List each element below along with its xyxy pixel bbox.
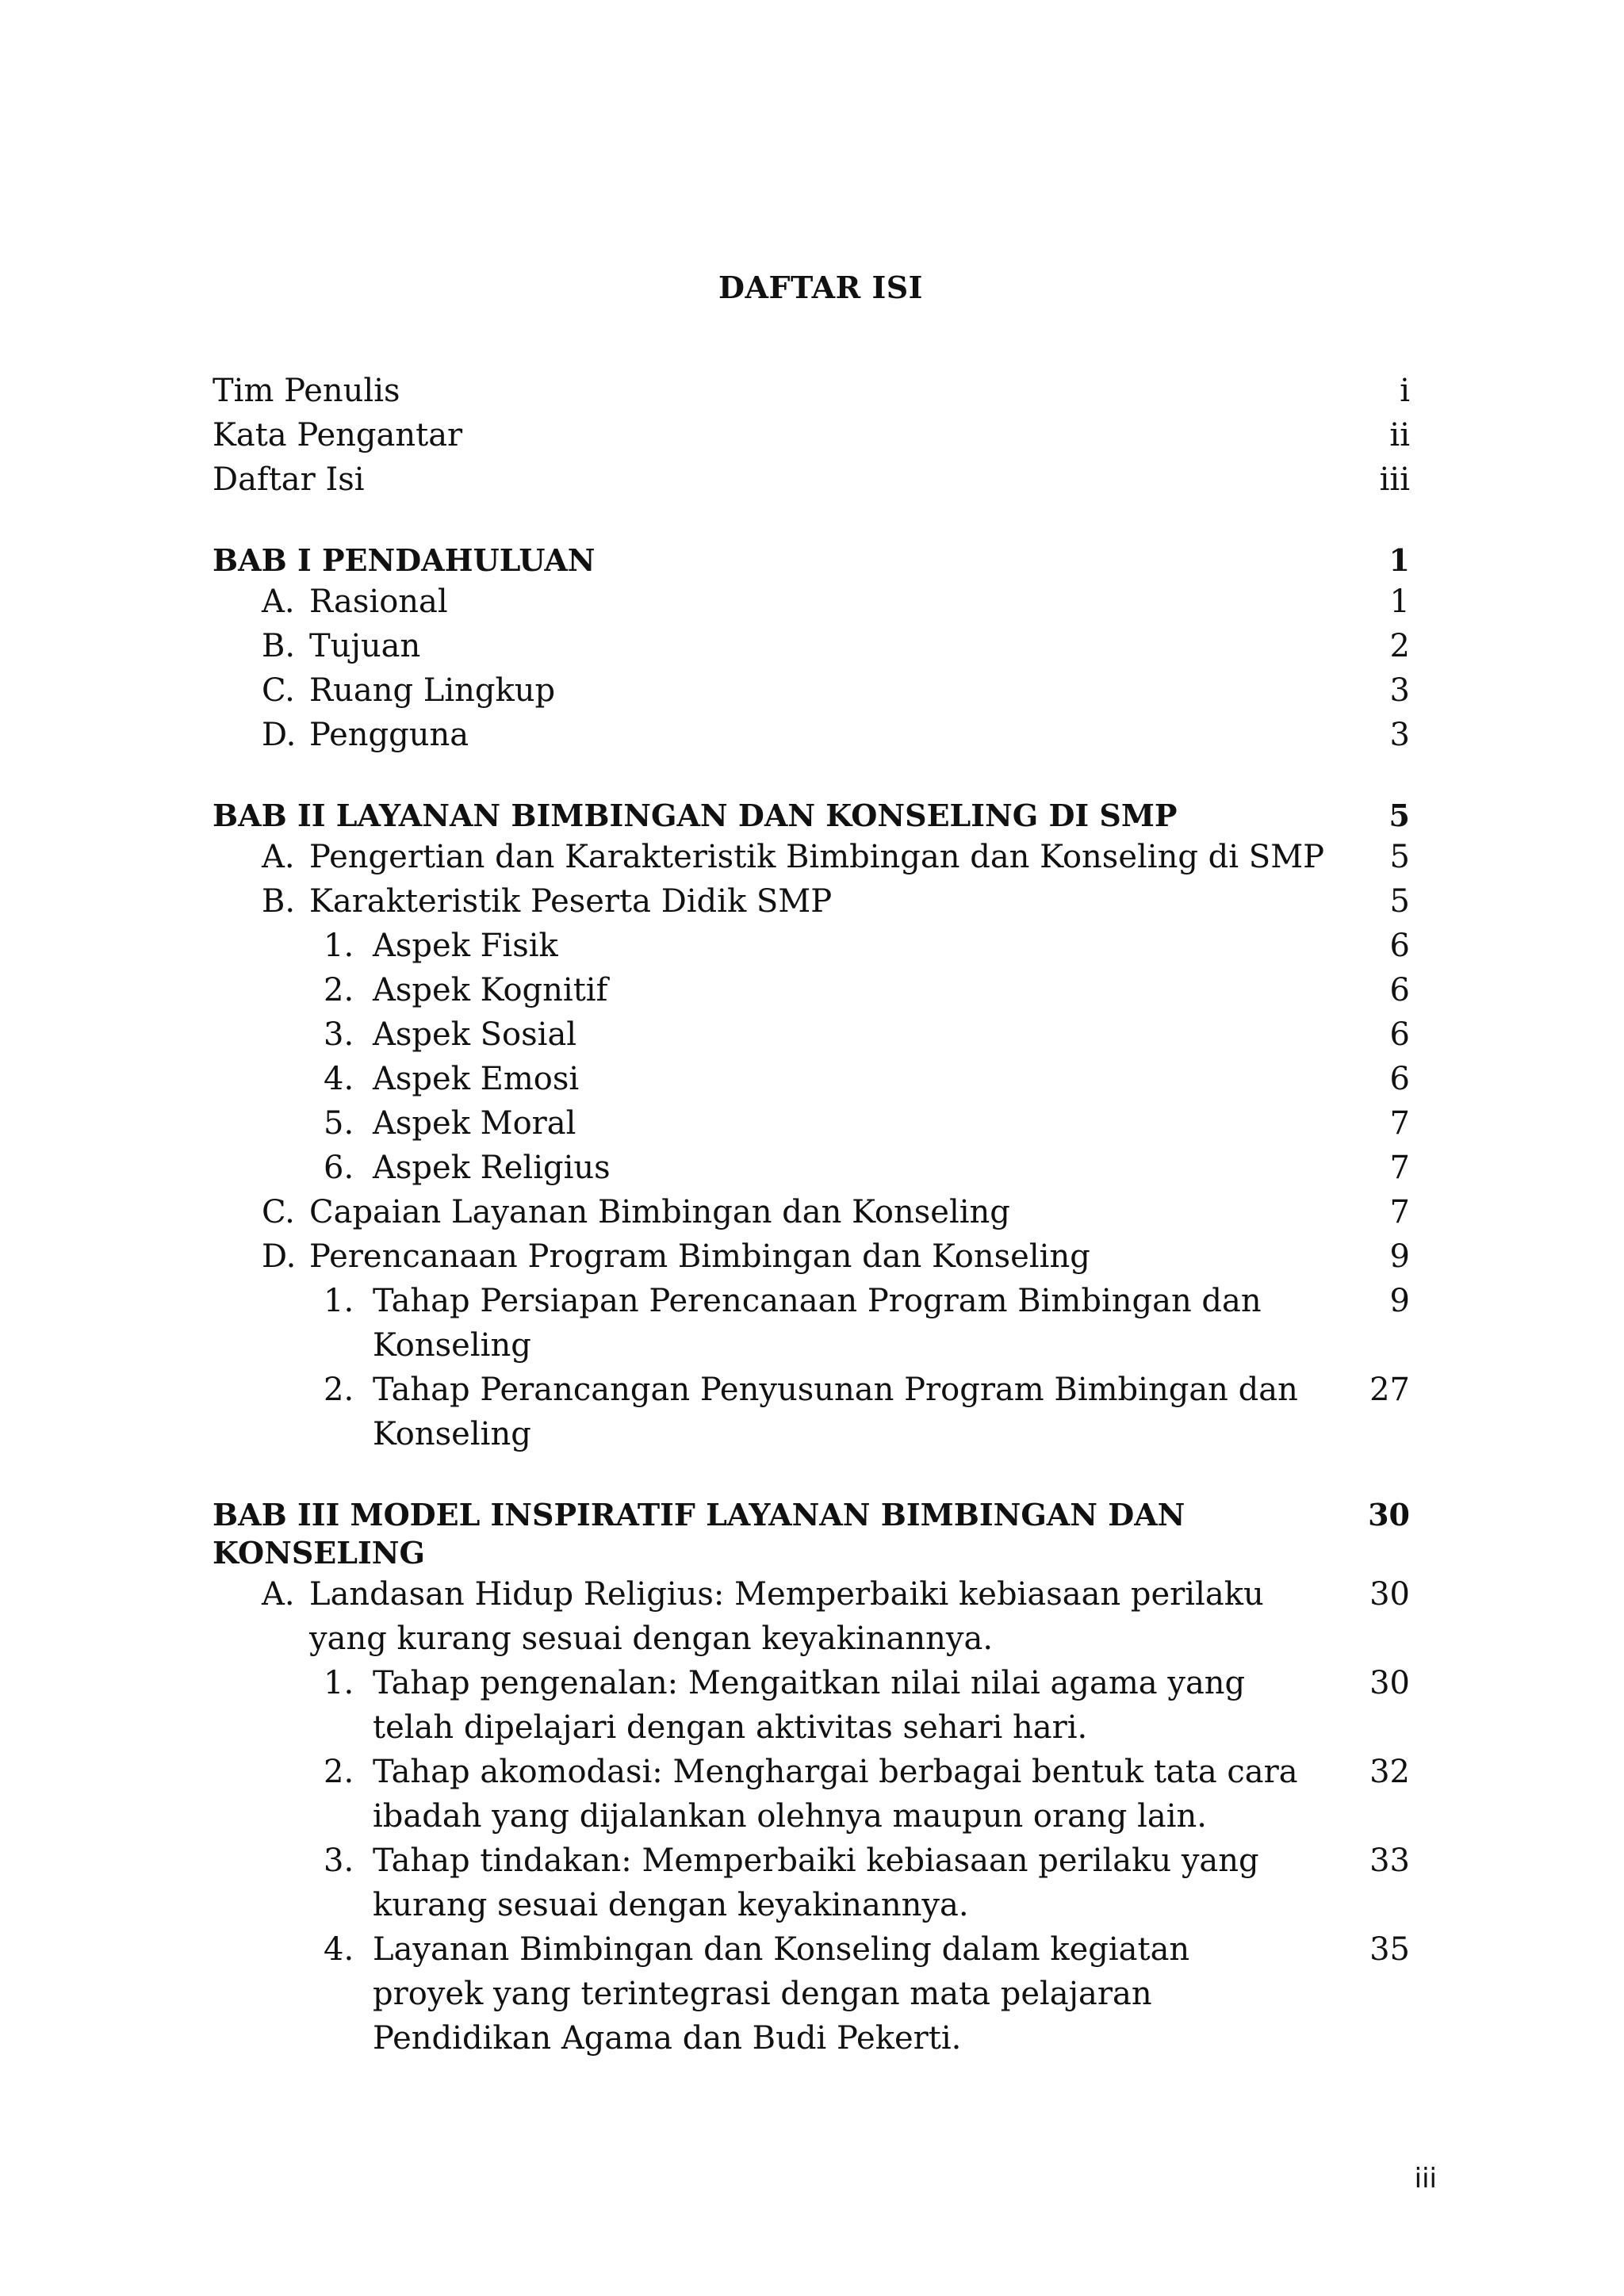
toc-subsection-entry xyxy=(213,1012,1410,1057)
section-letter: B. xyxy=(262,628,296,664)
toc-page-number: 6 xyxy=(1389,1016,1410,1053)
section-label: Perencanaan Program Bimbingan dan Konseling xyxy=(309,1238,1090,1275)
toc-subsection-entry xyxy=(213,1057,1410,1101)
toc-entry-label: Daftar Isi xyxy=(213,461,365,498)
section-letter: A. xyxy=(262,839,295,875)
section-letter: A. xyxy=(262,1576,295,1613)
toc-section-entry xyxy=(213,879,1410,924)
subsection-label: Tahap Perancangan Penyusunan Program Bimbingan dan Konseling xyxy=(373,1372,1298,1452)
subsection-number: 4. xyxy=(324,1931,354,1968)
toc-entry-front xyxy=(213,457,1410,502)
toc-page-number: 5 xyxy=(1389,839,1410,875)
subsection-number: 1. xyxy=(324,1665,354,1701)
chapter-label: BAB II LAYANAN BIMBINGAN DAN KONSELING DI SMP xyxy=(213,798,1178,833)
toc-section-entry xyxy=(213,580,1410,624)
toc-section-entry xyxy=(213,1572,1410,1661)
toc-page-number: 1 xyxy=(1388,542,1410,578)
subsection-label: Tahap tindakan: Memperbaiki kebiasaan perilaku yang kurang sesuai dengan keyakinannya. xyxy=(373,1843,1259,1923)
section-letter: B. xyxy=(262,883,296,920)
toc-page-number: 1 xyxy=(1389,584,1410,620)
toc-page-number: 7 xyxy=(1389,1194,1410,1230)
toc-section-entry xyxy=(213,668,1410,713)
subsection-number: 1. xyxy=(324,928,354,964)
toc-page-number: 5 xyxy=(1388,798,1410,833)
subsection-number: 2. xyxy=(324,1372,354,1408)
toc-subsection-entry xyxy=(213,1368,1410,1456)
toc-subsection-entry xyxy=(213,1279,1410,1368)
toc-entry-label: Tim Penulis xyxy=(213,373,400,409)
page-folio: iii xyxy=(1414,2163,1437,2195)
toc-section-entry xyxy=(213,1190,1410,1234)
toc-subsection-entry xyxy=(213,1839,1410,1927)
toc-entry-front xyxy=(213,413,1410,457)
subsection-label: Tahap pengenalan: Mengaitkan nilai nilai agama yang telah dipelajari dengan aktivitas sehari hari. xyxy=(373,1665,1246,1746)
subsection-number: 2. xyxy=(324,1754,354,1790)
subsection-label: Aspek Kognitif xyxy=(373,972,608,1008)
section-letter: D. xyxy=(262,717,297,753)
section-letter: D. xyxy=(262,1238,297,1275)
section-label: Pengertian dan Karakteristik Bimbingan dan Konseling di SMP xyxy=(309,839,1325,875)
section-letter: A. xyxy=(262,584,295,620)
toc-chapter-heading xyxy=(213,541,1410,580)
toc-page-number: 7 xyxy=(1389,1105,1410,1142)
chapter-label: BAB I PENDAHULUAN xyxy=(213,542,596,578)
section-label: Karakteristik Peserta Didik SMP xyxy=(309,883,833,920)
section-label: Pengguna xyxy=(309,717,469,753)
subsection-label: Aspek Moral xyxy=(373,1105,576,1142)
toc-page-number: 5 xyxy=(1389,883,1410,920)
subsection-label: Tahap akomodasi: Menghargai berbagai bentuk tata cara ibadah yang dijalankan olehnya maupun orang lain. xyxy=(373,1754,1298,1835)
subsection-number: 2. xyxy=(324,972,354,1008)
subsection-number: 5. xyxy=(324,1105,354,1142)
toc-subsection-entry xyxy=(213,924,1410,968)
toc-subsection-entry xyxy=(213,1101,1410,1146)
toc-subsection-entry xyxy=(213,1661,1410,1750)
section-label: Tujuan xyxy=(309,628,421,664)
toc-entry-label: Kata Pengantar xyxy=(213,417,463,453)
section-label: Rasional xyxy=(309,584,448,620)
toc-page-number: 9 xyxy=(1389,1238,1410,1275)
section-label: Ruang Lingkup xyxy=(309,672,556,709)
toc-chapter-heading xyxy=(213,1496,1410,1572)
subsection-number: 1. xyxy=(324,1283,354,1319)
toc-section-entry xyxy=(213,713,1410,757)
toc-page-number: 30 xyxy=(1368,1497,1410,1533)
toc-subsection-entry xyxy=(213,1146,1410,1190)
toc-page-number: 30 xyxy=(1369,1576,1410,1613)
toc-section-entry xyxy=(213,835,1410,879)
page-title: DAFTAR ISI xyxy=(718,270,923,305)
toc-page-number: iii xyxy=(1379,461,1410,498)
toc-page-number: 3 xyxy=(1389,672,1410,709)
toc-page-number: 33 xyxy=(1369,1843,1410,1879)
toc-page-number: 6 xyxy=(1389,972,1410,1008)
subsection-label: Tahap Persiapan Perencanaan Program Bimbingan dan Konseling xyxy=(373,1283,1262,1364)
toc-page-number: 6 xyxy=(1389,928,1410,964)
toc-page-number: 2 xyxy=(1389,628,1410,664)
toc-page-number: 30 xyxy=(1369,1665,1410,1701)
toc-page-number: 32 xyxy=(1369,1754,1410,1790)
toc-entry-front xyxy=(213,369,1410,413)
toc-page-number: 35 xyxy=(1369,1931,1410,1968)
subsection-number: 4. xyxy=(324,1061,354,1097)
subsection-label: Aspek Religius xyxy=(373,1150,611,1186)
subsection-label: Aspek Fisik xyxy=(373,928,558,964)
toc-page-number: 6 xyxy=(1389,1061,1410,1097)
section-label: Landasan Hidup Religius: Memperbaiki kebiasaan perilaku yang kurang sesuai dengan keyakinannya. xyxy=(309,1576,1264,1657)
subsection-label: Aspek Sosial xyxy=(373,1016,577,1053)
toc-chapter-heading xyxy=(213,797,1410,835)
toc-page-number: 9 xyxy=(1389,1283,1410,1319)
table-of-contents xyxy=(213,369,1410,2061)
section-letter: C. xyxy=(262,672,295,709)
chapter-label: BAB III MODEL INSPIRATIF LAYANAN BIMBINGAN DAN KONSELING xyxy=(213,1497,1185,1571)
section-label: Capaian Layanan Bimbingan dan Konseling xyxy=(309,1194,1010,1230)
toc-page-number: 27 xyxy=(1369,1372,1410,1408)
toc-subsection-entry xyxy=(213,1750,1410,1839)
toc-subsection-entry xyxy=(213,968,1410,1012)
toc-subsection-entry xyxy=(213,1927,1410,2061)
toc-page-number: ii xyxy=(1389,417,1410,453)
toc-page-number: 3 xyxy=(1389,717,1410,753)
subsection-number: 6. xyxy=(324,1150,354,1186)
toc-page-number: i xyxy=(1400,373,1410,409)
subsection-number: 3. xyxy=(324,1843,354,1879)
subsection-label: Aspek Emosi xyxy=(373,1061,580,1097)
section-letter: C. xyxy=(262,1194,295,1230)
subsection-label: Layanan Bimbingan dan Konseling dalam kegiatan proyek yang terintegrasi dengan mata pelajaran Pendidikan Agama dan Budi Pekerti. xyxy=(373,1931,1190,2057)
toc-section-entry xyxy=(213,1234,1410,1279)
toc-section-entry xyxy=(213,624,1410,668)
subsection-number: 3. xyxy=(324,1016,354,1053)
toc-page-number: 7 xyxy=(1389,1150,1410,1186)
